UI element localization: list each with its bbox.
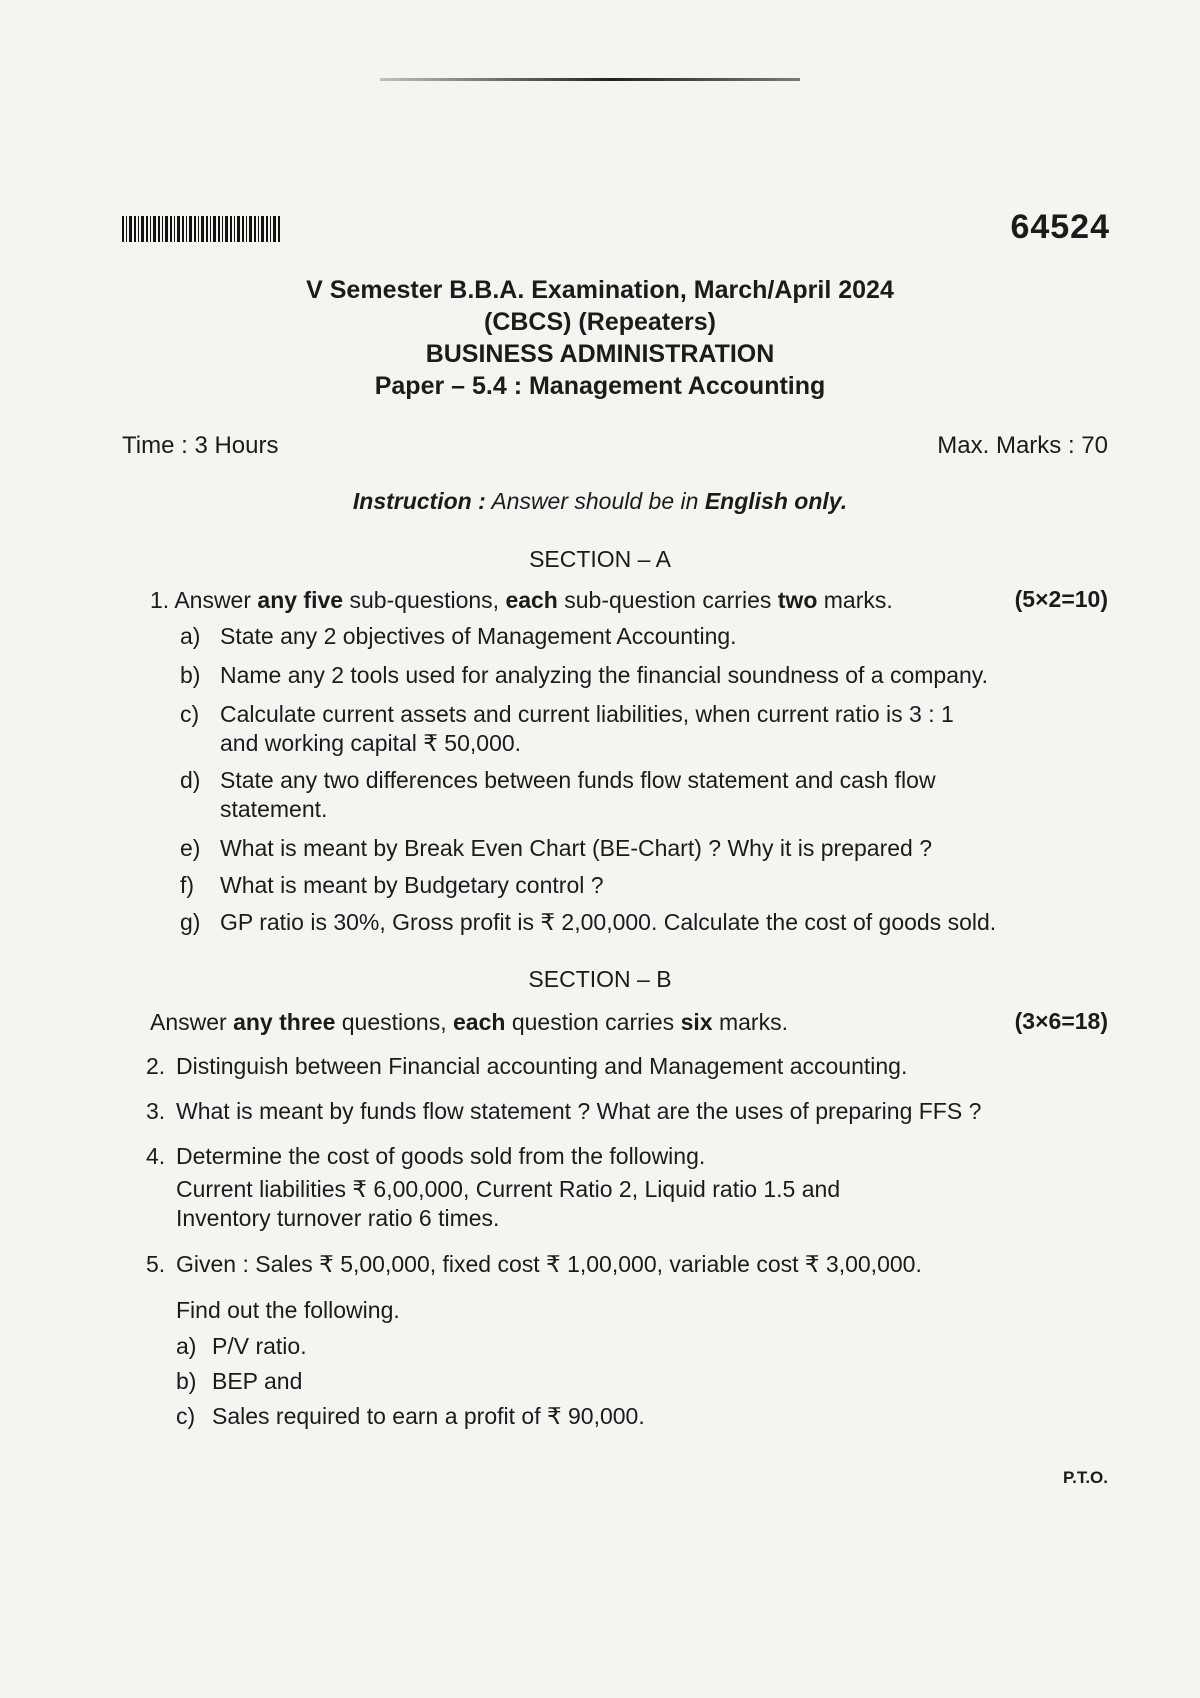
item-label: c) [176,1403,196,1429]
question-1 [150,586,893,615]
exam-title: V Semester B.B.A. Examination, March/April 2024 [306,276,894,304]
q1-text-3: sub-question carries [564,587,772,613]
item-label: a) [176,1333,197,1359]
q1-text-1: Answer [174,587,252,613]
item-text: P/V ratio. [212,1333,307,1359]
item-text: What is meant by Break Even Chart (BE-Chart) ? Why it is prepared ? [220,835,932,861]
q1-item-c [180,700,954,729]
q2-text: Distinguish between Financial accounting and Management accounting. [176,1053,908,1079]
intro-bold-3: six [680,1009,713,1035]
q1-bold-3: two [777,587,818,613]
item-label: c) [180,701,200,727]
paper-title: Paper – 5.4 : Management Accounting [374,372,826,400]
instruction-label: Instruction : [352,488,486,514]
q1-item-f [180,871,604,900]
q5-item-c [176,1402,645,1431]
q1-item-b [180,661,988,690]
intro-text-4: marks. [718,1009,788,1035]
intro-bold-2: each [453,1009,506,1035]
q1-text-2: sub-questions, [349,587,500,613]
q1-item-c-cont: and working capital ₹ 50,000. [220,730,522,756]
section-b-marks: (3×6=18) [1014,1008,1108,1034]
question-2 [146,1052,907,1081]
question-4 [146,1142,705,1171]
item-text: Calculate current assets and current liabilities, when current ratio is 3 : 1 [220,701,954,727]
item-text: What is meant by Budgetary control ? [220,872,604,898]
max-marks: Max. Marks : 70 [937,432,1108,459]
q5-number: 5. [146,1251,166,1277]
item-text: BEP and [212,1368,303,1394]
item-text: Name any 2 tools used for analyzing the financial soundness of a company. [220,662,988,688]
q1-item-a [180,622,737,651]
q1-bold-1: any five [257,587,344,613]
q4-line-3: Inventory turnover ratio 6 times. [176,1205,500,1231]
paper-code: 64524 [1010,208,1110,246]
item-text: Sales required to earn a profit of ₹ 90,000. [212,1403,645,1429]
item-label: a) [180,623,201,649]
q1-item-d-cont: statement. [220,796,328,822]
q5-find: Find out the following. [176,1297,400,1323]
question-5 [146,1250,922,1279]
q1-number: 1. [150,587,170,613]
item-label: b) [180,662,201,688]
q1-text-4: marks. [823,587,893,613]
instruction-text: Answer should be in [491,488,699,514]
q2-number: 2. [146,1053,166,1079]
intro-text-1: Answer [150,1009,227,1035]
time-allowed: Time : 3 Hours [122,432,279,459]
q3-text: What is meant by funds flow statement ? What are the uses of preparing FFS ? [176,1098,982,1124]
section-b-title: SECTION – B [528,966,672,992]
q5-text: Given : Sales ₹ 5,00,000, fixed cost ₹ 1,00,000, variable cost ₹ 3,00,000. [176,1251,922,1277]
q1-item-g [180,908,996,937]
scan-edge-line [380,78,800,81]
item-label: d) [180,767,201,793]
barcode [122,216,282,242]
exam-scheme: (CBCS) (Repeaters) [484,308,716,336]
section-b-intro [150,1008,788,1037]
q4-text: Determine the cost of goods sold from the following. [176,1143,706,1169]
instruction [0,488,1200,515]
q4-line-2: Current liabilities ₹ 6,00,000, Current Ratio 2, Liquid ratio 1.5 and [176,1176,841,1202]
intro-text-3: question carries [511,1009,675,1035]
item-text: GP ratio is 30%, Gross profit is ₹ 2,00,000. Calculate the cost of goods sold. [220,909,997,935]
q1-item-d [180,766,936,795]
q1-bold-2: each [505,587,558,613]
section-a-title: SECTION – A [529,546,671,572]
pto-label: P.T.O. [1062,1468,1108,1487]
q1-marks: (5×2=10) [1014,586,1108,612]
q5-item-a [176,1332,307,1361]
q5-item-b [176,1367,302,1396]
item-label: g) [180,909,201,935]
intro-bold-1: any three [233,1009,336,1035]
item-text: State any 2 objectives of Management Accounting. [220,623,737,649]
q4-number: 4. [146,1143,166,1169]
item-text: State any two differences between funds flow statement and cash flow [220,767,936,793]
item-label: e) [180,835,201,861]
item-label: f) [180,872,195,898]
q3-number: 3. [146,1098,166,1124]
item-label: b) [176,1368,197,1394]
subject-title: BUSINESS ADMINISTRATION [425,340,775,368]
q1-item-e [180,834,932,863]
instruction-bold: English only. [704,488,848,514]
question-3 [146,1097,981,1126]
intro-text-2: questions, [341,1009,447,1035]
